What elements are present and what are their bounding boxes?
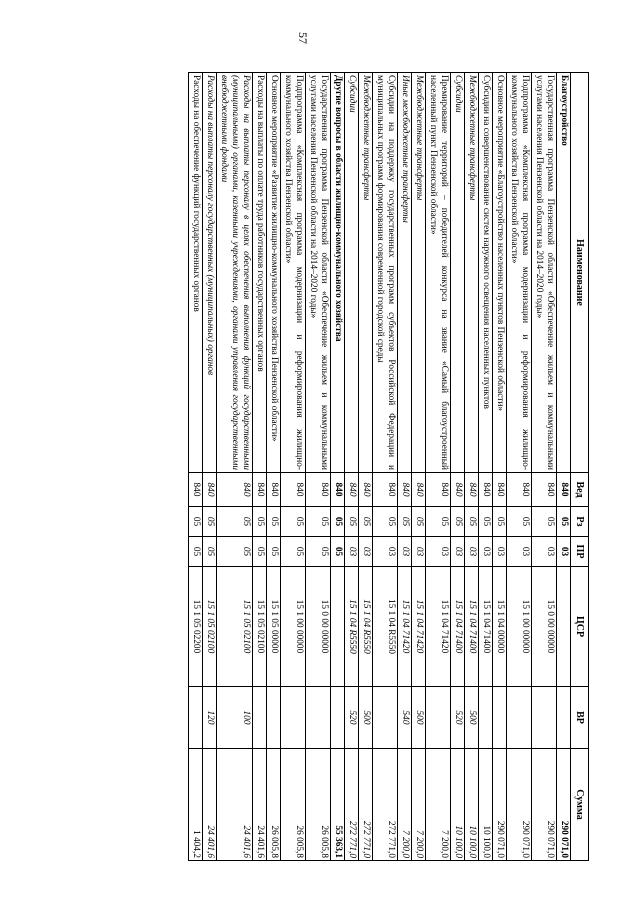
cell-vr	[507, 687, 532, 749]
cell-vr	[532, 687, 557, 749]
cell-csr: 15 0 00 00000	[532, 567, 557, 687]
header-csr: ЦСР	[571, 567, 589, 687]
table-row	[507, 73, 532, 861]
cell-csr: 15 1 00 00000	[507, 567, 532, 687]
table-row	[465, 73, 479, 861]
cell-csr: 15 0 00 00000	[306, 567, 331, 687]
cell-pr: 05	[267, 537, 281, 567]
cell-sum: 26 005,8	[267, 749, 281, 861]
cell-sum: 7 200,0	[412, 749, 426, 861]
cell-sum: 290 071,0	[507, 749, 532, 861]
table-row	[373, 73, 398, 861]
cell-ved: 840	[306, 473, 331, 507]
table-row	[557, 73, 571, 861]
cell-sum: 24 401,6	[203, 749, 217, 861]
cell-rz: 05	[373, 507, 398, 537]
cell-name: Государственная программа Пензенской области «Обеспечение жильем и коммунальными услугами населения Пензенской области на 2014–2020 годы»	[306, 73, 331, 473]
cell-csr: 15 1 05 02100	[253, 567, 267, 687]
cell-name: Расходы на выплаты персоналу в целях обеспечения выполнения функций государственными (муниципальными) органами, казенными учреждениями, органами управления государственными внебюджетными фондами	[217, 73, 253, 473]
cell-vr	[281, 687, 306, 749]
cell-rz: 05	[306, 507, 331, 537]
cell-ved: 840	[532, 473, 557, 507]
cell-name: Благоустройство	[557, 73, 571, 473]
cell-pr: 03	[465, 537, 479, 567]
cell-ved: 840	[493, 473, 507, 507]
cell-vr: 100	[217, 687, 253, 749]
cell-sum: 26 005,8	[281, 749, 306, 861]
cell-csr: 15 1 04 71420	[398, 567, 412, 687]
cell-csr: 15 1 05 02100	[217, 567, 253, 687]
cell-ved: 840	[426, 473, 451, 507]
cell-name: Расходы на обеспечение функций государственных органов	[189, 73, 203, 473]
cell-sum: 290 071,0	[532, 749, 557, 861]
cell-pr: 05	[189, 537, 203, 567]
header-ved: Вед	[571, 473, 589, 507]
cell-name: Межбюджетные трансферты	[465, 73, 479, 473]
cell-vr: 520	[345, 687, 359, 749]
cell-csr: 15 1 04 71400	[465, 567, 479, 687]
cell-name: Субсидии	[451, 73, 465, 473]
cell-csr: 15 1 05 02200	[189, 567, 203, 687]
cell-name: Межбюджетные трансферты	[359, 73, 373, 473]
cell-pr: 03	[557, 537, 571, 567]
cell-sum: 7 200,0	[398, 749, 412, 861]
cell-pr: 03	[532, 537, 557, 567]
cell-rz: 05	[493, 507, 507, 537]
table-row	[203, 73, 217, 861]
cell-vr: 500	[412, 687, 426, 749]
cell-pr: 03	[426, 537, 451, 567]
cell-name: Субсидии на совершенствование систем наружного освещения населенных пунктов	[479, 73, 493, 473]
cell-sum: 272 771,0	[359, 749, 373, 861]
table-row	[412, 73, 426, 861]
cell-sum: 26 005,8	[306, 749, 331, 861]
cell-ved: 840	[479, 473, 493, 507]
table-row	[345, 73, 359, 861]
cell-sum: 290 071,0	[493, 749, 507, 861]
cell-pr: 03	[373, 537, 398, 567]
cell-sum: 10 100,0	[465, 749, 479, 861]
table-row	[479, 73, 493, 861]
cell-name: Государственная программа Пензенской области «Обеспечение жильем и коммунальными услугами населения Пензенской области на 2014–2020 годы»	[532, 73, 557, 473]
cell-csr: 15 1 04 R5550	[373, 567, 398, 687]
cell-rz: 05	[557, 507, 571, 537]
cell-ved: 840	[465, 473, 479, 507]
cell-csr: 15 1 04 71400	[479, 567, 493, 687]
table-row	[331, 73, 345, 861]
cell-pr: 05	[203, 537, 217, 567]
cell-pr: 03	[451, 537, 465, 567]
cell-ved: 840	[331, 473, 345, 507]
cell-ved: 840	[373, 473, 398, 507]
cell-rz: 05	[203, 507, 217, 537]
cell-ved: 840	[203, 473, 217, 507]
cell-rz: 05	[507, 507, 532, 537]
header-name: Наименование	[571, 73, 589, 473]
cell-sum: 272 771,0	[345, 749, 359, 861]
cell-pr: 03	[479, 537, 493, 567]
header-pr: ПР	[571, 537, 589, 567]
cell-ved: 840	[345, 473, 359, 507]
cell-rz: 05	[189, 507, 203, 537]
cell-name: Межбюджетные трансферты	[412, 73, 426, 473]
cell-rz: 05	[267, 507, 281, 537]
cell-sum: 272 771,0	[373, 749, 398, 861]
cell-ved: 840	[267, 473, 281, 507]
cell-pr: 03	[359, 537, 373, 567]
cell-vr	[373, 687, 398, 749]
cell-vr: 500	[465, 687, 479, 749]
cell-sum: 24 401,6	[217, 749, 253, 861]
cell-csr: 15 1 04 00000	[493, 567, 507, 687]
cell-vr: 540	[398, 687, 412, 749]
table-row	[217, 73, 253, 861]
cell-vr	[253, 687, 267, 749]
cell-sum: 290 071,0	[557, 749, 571, 861]
cell-vr	[493, 687, 507, 749]
cell-ved: 840	[281, 473, 306, 507]
cell-name: Расходы на выплаты по оплате труда работников государственных органов	[253, 73, 267, 473]
cell-csr: 15 1 04 R5550	[359, 567, 373, 687]
cell-name: Иные межбюджетные трансферты	[398, 73, 412, 473]
cell-vr	[189, 687, 203, 749]
cell-name: Расходы на выплаты персоналу государственных (муниципальных) органов	[203, 73, 217, 473]
cell-name: Основное мероприятие «Развитие жилищно-коммунального хозяйства Пензенской области»	[267, 73, 281, 473]
cell-rz: 05	[331, 507, 345, 537]
cell-ved: 840	[412, 473, 426, 507]
table-row	[306, 73, 331, 861]
header-vr: ВР	[571, 687, 589, 749]
cell-csr: 15 1 04 R5550	[345, 567, 359, 687]
cell-vr: 520	[451, 687, 465, 749]
cell-rz: 05	[345, 507, 359, 537]
cell-name: Другие вопросы в области жилищно-коммунального хозяйства	[331, 73, 345, 473]
cell-name: Субсидии на поддержку государственных программ субъектов Российской Федерации и муниципальных программ формирования современной городской среды	[373, 73, 398, 473]
header-rz: Рз	[571, 507, 589, 537]
table-row	[359, 73, 373, 861]
table-row	[189, 73, 203, 861]
cell-vr: 500	[359, 687, 373, 749]
cell-csr: 15 1 00 00000	[281, 567, 306, 687]
cell-pr: 03	[493, 537, 507, 567]
cell-vr	[267, 687, 281, 749]
cell-vr	[479, 687, 493, 749]
cell-csr	[557, 567, 571, 687]
cell-pr: 05	[217, 537, 253, 567]
table-row	[253, 73, 267, 861]
cell-ved: 840	[217, 473, 253, 507]
table-row	[493, 73, 507, 861]
cell-vr: 120	[203, 687, 217, 749]
cell-rz: 05	[412, 507, 426, 537]
cell-ved: 840	[359, 473, 373, 507]
table-row	[451, 73, 465, 861]
cell-pr: 03	[345, 537, 359, 567]
cell-rz: 05	[398, 507, 412, 537]
cell-csr	[331, 567, 345, 687]
cell-csr: 15 1 04 71400	[451, 567, 465, 687]
cell-rz: 05	[426, 507, 451, 537]
cell-pr: 05	[306, 537, 331, 567]
cell-pr: 05	[331, 537, 345, 567]
table-row	[532, 73, 557, 861]
cell-rz: 05	[465, 507, 479, 537]
cell-name: Подпрограмма «Комплексная программа модернизации и реформирования жилищно-коммунального хозяйства Пензенской области»	[507, 73, 532, 473]
table-header-row	[571, 73, 589, 861]
cell-name: Премирование территорий – победителей конкурса на звание «Самый благоустроенный населенный пункт Пензенской области»	[426, 73, 451, 473]
cell-rz: 05	[359, 507, 373, 537]
cell-sum: 55 363,1	[331, 749, 345, 861]
cell-pr: 05	[281, 537, 306, 567]
cell-name: Подпрограмма «Комплексная программа модернизации и реформирования жилищно-коммунального хозяйства Пензенской области»	[281, 73, 306, 473]
cell-sum: 24 401,6	[253, 749, 267, 861]
table-row	[281, 73, 306, 861]
cell-ved: 840	[557, 473, 571, 507]
cell-ved: 840	[253, 473, 267, 507]
cell-vr	[557, 687, 571, 749]
cell-vr	[331, 687, 345, 749]
cell-rz: 05	[451, 507, 465, 537]
cell-csr: 15 1 05 00000	[267, 567, 281, 687]
cell-ved: 840	[507, 473, 532, 507]
cell-ved: 840	[189, 473, 203, 507]
cell-vr	[426, 687, 451, 749]
table-row	[426, 73, 451, 861]
cell-csr: 15 1 04 71420	[426, 567, 451, 687]
header-sum: Сумма	[571, 749, 589, 861]
cell-csr: 15 1 04 71420	[412, 567, 426, 687]
cell-pr: 05	[253, 537, 267, 567]
cell-sum: 1 404,2	[189, 749, 203, 861]
budget-table	[188, 72, 589, 861]
cell-rz: 05	[217, 507, 253, 537]
cell-sum: 10 100,0	[479, 749, 493, 861]
cell-sum: 10 100,0	[451, 749, 465, 861]
cell-pr: 03	[507, 537, 532, 567]
cell-pr: 03	[412, 537, 426, 567]
cell-sum: 7 200,0	[426, 749, 451, 861]
cell-ved: 840	[398, 473, 412, 507]
cell-rz: 05	[253, 507, 267, 537]
cell-vr	[306, 687, 331, 749]
rotated-table-container	[51, 72, 589, 860]
cell-rz: 05	[479, 507, 493, 537]
cell-name: Основное мероприятие «Благоустройство населенных пунктов Пензенской области»	[493, 73, 507, 473]
cell-rz: 05	[281, 507, 306, 537]
cell-name: Субсидии	[345, 73, 359, 473]
cell-pr: 03	[398, 537, 412, 567]
cell-rz: 05	[532, 507, 557, 537]
cell-ved: 840	[451, 473, 465, 507]
cell-csr: 15 1 05 02100	[203, 567, 217, 687]
page-number: 57	[296, 32, 310, 44]
table-row	[267, 73, 281, 861]
table-row	[398, 73, 412, 861]
